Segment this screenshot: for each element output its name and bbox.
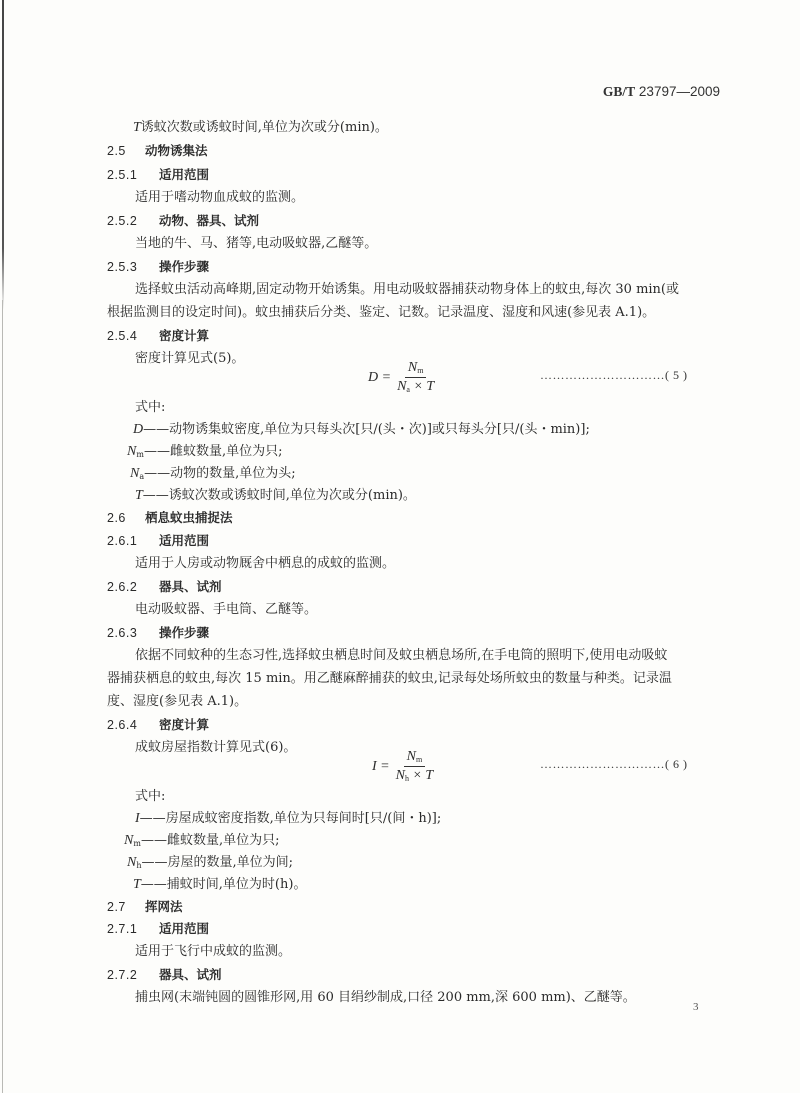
section-number: 2.6.2: [107, 580, 138, 594]
numerator-symbol: N: [406, 749, 416, 764]
equation-number-6: …………………………( 6 ): [540, 757, 688, 771]
definition-text: ——动物诱集蚊密度,单位为只每头次[只/(头・次)]或只每头分[只/(头・min)];: [143, 422, 590, 437]
section-title: 适用范围: [159, 533, 210, 548]
definition-text: ——动物的数量,单位为头;: [144, 466, 296, 481]
paragraph: 当地的牛、马、猪等,电动吸蚊器,乙醚等。: [135, 236, 378, 251]
paragraph: 选择蚊虫活动高峰期,固定动物开始诱集。用电动吸蚊器捕获动物身体上的蚊虫,每次 30 min(或: [135, 282, 680, 297]
equation-number-5: …………………………( 5 ): [540, 368, 688, 382]
paragraph: 捕虫网(末端钝圆的圆锥形网,用 60 目绢纱制成,口径 200 mm,深 600 mm)、乙醚等。: [135, 990, 636, 1005]
formula-6: [372, 749, 433, 784]
d-definition-line: [133, 422, 590, 438]
paragraph: 成蚊房屋指数计算见式(6)。: [135, 740, 297, 755]
section-title: 适用范围: [159, 167, 210, 182]
denominator-symbol: N: [397, 379, 407, 394]
paragraph: 依据不同蚊种的生态习性,选择蚊虫栖息时间及蚊虫栖息场所,在手电筒的照明下,使用电动吸蚊: [135, 648, 668, 663]
subscript: a: [406, 385, 410, 394]
formula-lhs: I =: [372, 758, 390, 774]
paragraph-continuation: 器捕获栖息的蚊虫,每次 15 min。用乙醚麻醉捕获的蚊虫,记录每处场所蚊虫的数量与种类。记录温: [107, 671, 672, 686]
nm-definition-line: [124, 833, 279, 852]
subscript: h: [404, 774, 409, 783]
section-2-5-heading: [107, 143, 208, 159]
subscript: m: [136, 450, 144, 459]
denominator-rest: × T: [409, 379, 435, 394]
symbol-n: N: [124, 833, 134, 848]
subscript: m: [417, 366, 424, 375]
symbol-d: D: [133, 422, 144, 437]
page-number: 3: [693, 1001, 699, 1013]
section-title: 动物诱集法: [145, 143, 208, 158]
definition-text: ——雌蚊数量,单位为只;: [143, 444, 283, 459]
section-2-6-1-heading: [107, 533, 209, 549]
t-definition-line: [133, 877, 306, 893]
numerator: [405, 360, 427, 378]
section-2-5-2-heading: [107, 213, 259, 229]
definition-text: ——房屋成蚊密度指数,单位为只每间时[只/(间・h)];: [139, 811, 442, 826]
section-title: 动物、器具、试剂: [159, 213, 260, 228]
t-definition-line: [135, 488, 416, 504]
symbol-t: T: [133, 877, 141, 892]
section-2-6-3-heading: [107, 625, 209, 641]
section-number: 2.5.1: [107, 168, 138, 182]
formula-5: [368, 360, 434, 395]
paragraph: 适用于嗜动物血成蚊的监测。: [135, 190, 305, 205]
subscript: a: [139, 472, 145, 481]
section-2-5-1-heading: [107, 167, 209, 183]
section-2-7-1-heading: [107, 921, 209, 937]
definition-text: ——房屋的数量,单位为间;: [141, 855, 294, 870]
section-number: 2.6.3: [107, 626, 138, 640]
section-2-6-heading: [107, 510, 233, 526]
section-2-6-4-heading: [107, 717, 209, 733]
numerator-symbol: N: [407, 360, 418, 375]
section-title: 器具、试剂: [159, 579, 222, 594]
section-2-5-4-heading: [107, 328, 209, 344]
section-number: 2.7.1: [107, 922, 138, 936]
definition-text: ——雌蚊数量,单位为只;: [140, 833, 280, 848]
section-number: 2.5: [107, 144, 126, 158]
section-title: 栖息蚊虫捕捉法: [145, 510, 233, 525]
section-number: 2.7: [107, 900, 126, 914]
section-number: 2.5.4: [107, 329, 138, 343]
section-2-7-heading: [107, 899, 183, 915]
section-title: 挥网法: [145, 899, 183, 914]
symbol-n: N: [127, 444, 137, 459]
section-title: 适用范围: [159, 921, 210, 936]
subscript: m: [133, 839, 141, 848]
section-number: 2.6.4: [107, 718, 138, 732]
denominator-rest: × T: [408, 768, 434, 783]
where-label: 式中:: [135, 789, 166, 804]
formula-lhs: D =: [368, 369, 392, 385]
numerator: [404, 749, 426, 767]
denominator: [396, 767, 434, 784]
scan-edge-shadow: [2, 0, 4, 310]
paragraph: 密度计算见式(5)。: [135, 351, 245, 366]
paragraph-continuation: 度、湿度(参见表 A.1)。: [107, 694, 248, 709]
subscript: h: [136, 861, 142, 870]
paragraph: 适用于人房或动物厩舍中栖息的成蚊的监测。: [135, 556, 396, 571]
section-number: 2.6.1: [107, 534, 138, 548]
fraction: [397, 360, 434, 395]
fraction: [396, 749, 434, 784]
section-number: 2.5.2: [107, 214, 138, 228]
where-label: 式中:: [135, 400, 166, 415]
nh-definition-line: [127, 855, 293, 874]
denominator-symbol: N: [395, 768, 405, 783]
paragraph: 适用于飞行中成蚊的监测。: [135, 944, 292, 959]
i-definition-line: [135, 811, 441, 827]
standard-number-header: [603, 84, 720, 100]
nm-definition-line: [127, 444, 282, 463]
section-2-6-2-heading: [107, 579, 222, 595]
definition-text: ——捕蚊时间,单位为时(h)。: [140, 877, 307, 892]
symbol-t: T: [135, 488, 143, 503]
symbol-n: N: [130, 466, 140, 481]
t-definition-line: [133, 120, 388, 136]
na-definition-line: [130, 466, 296, 485]
section-title: 操作步骤: [159, 259, 210, 274]
section-title: 密度计算: [159, 328, 210, 343]
section-number: 2.5.3: [107, 260, 138, 274]
section-2-7-2-heading: [107, 967, 222, 983]
scan-edge-line: [2, 300, 3, 1093]
subscript: m: [415, 755, 423, 764]
section-number: 2.6: [107, 511, 126, 525]
section-title: 操作步骤: [159, 625, 210, 640]
standard-prefix: GB/T: [602, 84, 636, 99]
symbol-n: N: [127, 855, 137, 870]
definition-text: ——诱蚊次数或诱蚊时间,单位为次或分(min)。: [142, 488, 416, 503]
section-number: 2.7.2: [107, 968, 138, 982]
symbol-i: I: [135, 811, 140, 826]
paragraph: 电动吸蚊器、手电筒、乙醚等。: [135, 602, 318, 617]
section-2-5-3-heading: [107, 259, 209, 275]
paragraph-continuation: 根据监测目的设定时间)。蚊虫捕获后分类、鉴定、记数。记录温度、湿度和风速(参见表 A.1)。: [107, 305, 656, 320]
standard-code: 23797—2009: [638, 84, 720, 99]
denominator: [397, 378, 434, 395]
definition-text: 诱蚊次数或诱蚊时间,单位为次或分(min)。: [140, 120, 388, 135]
section-title: 器具、试剂: [159, 967, 222, 982]
symbol-t: T: [133, 120, 141, 135]
section-title: 密度计算: [159, 717, 210, 732]
